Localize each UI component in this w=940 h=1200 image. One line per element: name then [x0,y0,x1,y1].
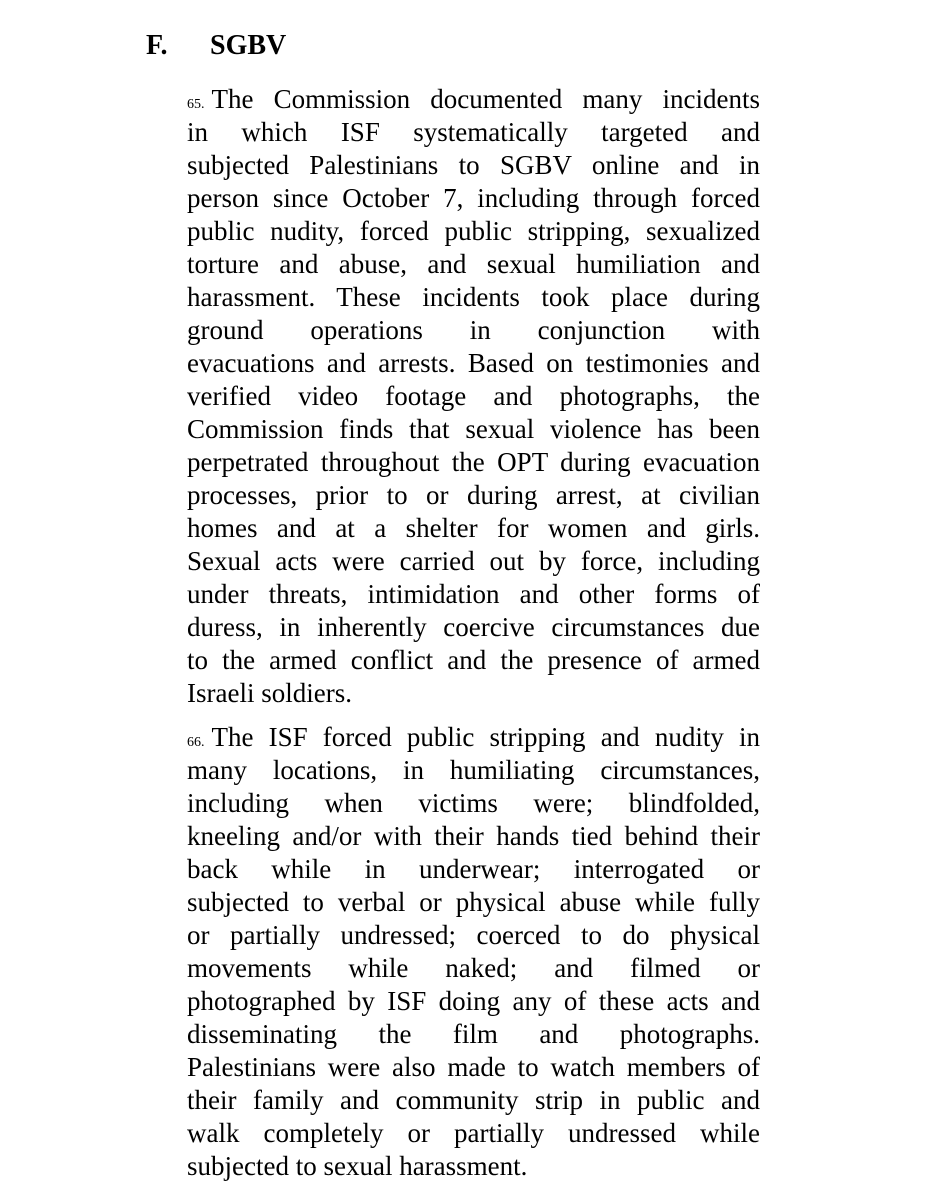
paragraph-line: in which ISF systematically targeted and [187,117,760,147]
paragraph-number: 66. [187,735,205,750]
paragraph-line: back while in underwear; interrogated or [187,854,760,884]
paragraph-line: Commission finds that sexual violence has been [187,414,760,444]
paragraph-line: ground operations in conjunction with [187,315,760,345]
paragraph-line: many locations, in humiliating circumstances, [187,755,760,785]
paragraph-line: their family and community strip in public and [187,1085,760,1115]
paragraph-line: perpetrated throughout the OPT during evacuation [187,447,760,477]
paragraph-line: torture and abuse, and sexual humiliation and [187,249,760,279]
section-title: SGBV [210,30,287,61]
paragraph-line: verified video footage and photographs, the [187,381,760,411]
section-letter: F. [146,30,168,61]
paragraph-line: subjected Palestinians to SGBV online and in [187,150,760,180]
paragraph-line: Palestinians were also made to watch members of [187,1052,760,1082]
paragraph-line: processes, prior to or during arrest, at civilian [187,480,760,510]
paragraph-line: public nudity, forced public stripping, sexualized [187,216,760,246]
paragraph-line: subjected to verbal or physical abuse while fully [187,887,760,917]
paragraph-line: homes and at a shelter for women and girls. [187,513,760,543]
paragraph-line: under threats, intimidation and other forms of [187,579,760,609]
paragraph-text: The ISF forced public stripping and nudity in [211,722,760,752]
paragraph-line: to the armed conflict and the presence of armed [187,645,760,675]
paragraph-text: The Commission documented many incidents [211,84,760,114]
paragraph-line: including when victims were; blindfolded, [187,788,760,818]
paragraph-66 [187,721,760,1183]
paragraph-number: 65. [187,97,205,112]
paragraph-line: disseminating the film and photographs. [187,1019,760,1049]
paragraph-line: or partially undressed; coerced to do physical [187,920,760,950]
paragraph-line [187,83,760,116]
paragraph-line: subjected to sexual harassment. [187,1151,528,1181]
paragraph-line: photographed by ISF doing any of these acts and [187,986,760,1016]
paragraph-line: duress, in inherently coercive circumstances due [187,612,760,642]
paragraph-65 [187,83,760,710]
paragraph-line: Sexual acts were carried out by force, including [187,546,760,576]
paragraph-line: evacuations and arrests. Based on testimonies and [187,348,760,378]
paragraph-line [187,721,760,754]
section-heading [146,28,286,64]
paragraph-line: person since October 7, including through forced [187,183,760,213]
paragraph-line: kneeling and/or with their hands tied behind their [187,821,760,851]
paragraph-line: Israeli soldiers. [187,678,352,708]
paragraph-line: harassment. These incidents took place during [187,282,760,312]
paragraph-line: movements while naked; and filmed or [187,953,760,983]
paragraph-line: walk completely or partially undressed while [187,1118,760,1148]
